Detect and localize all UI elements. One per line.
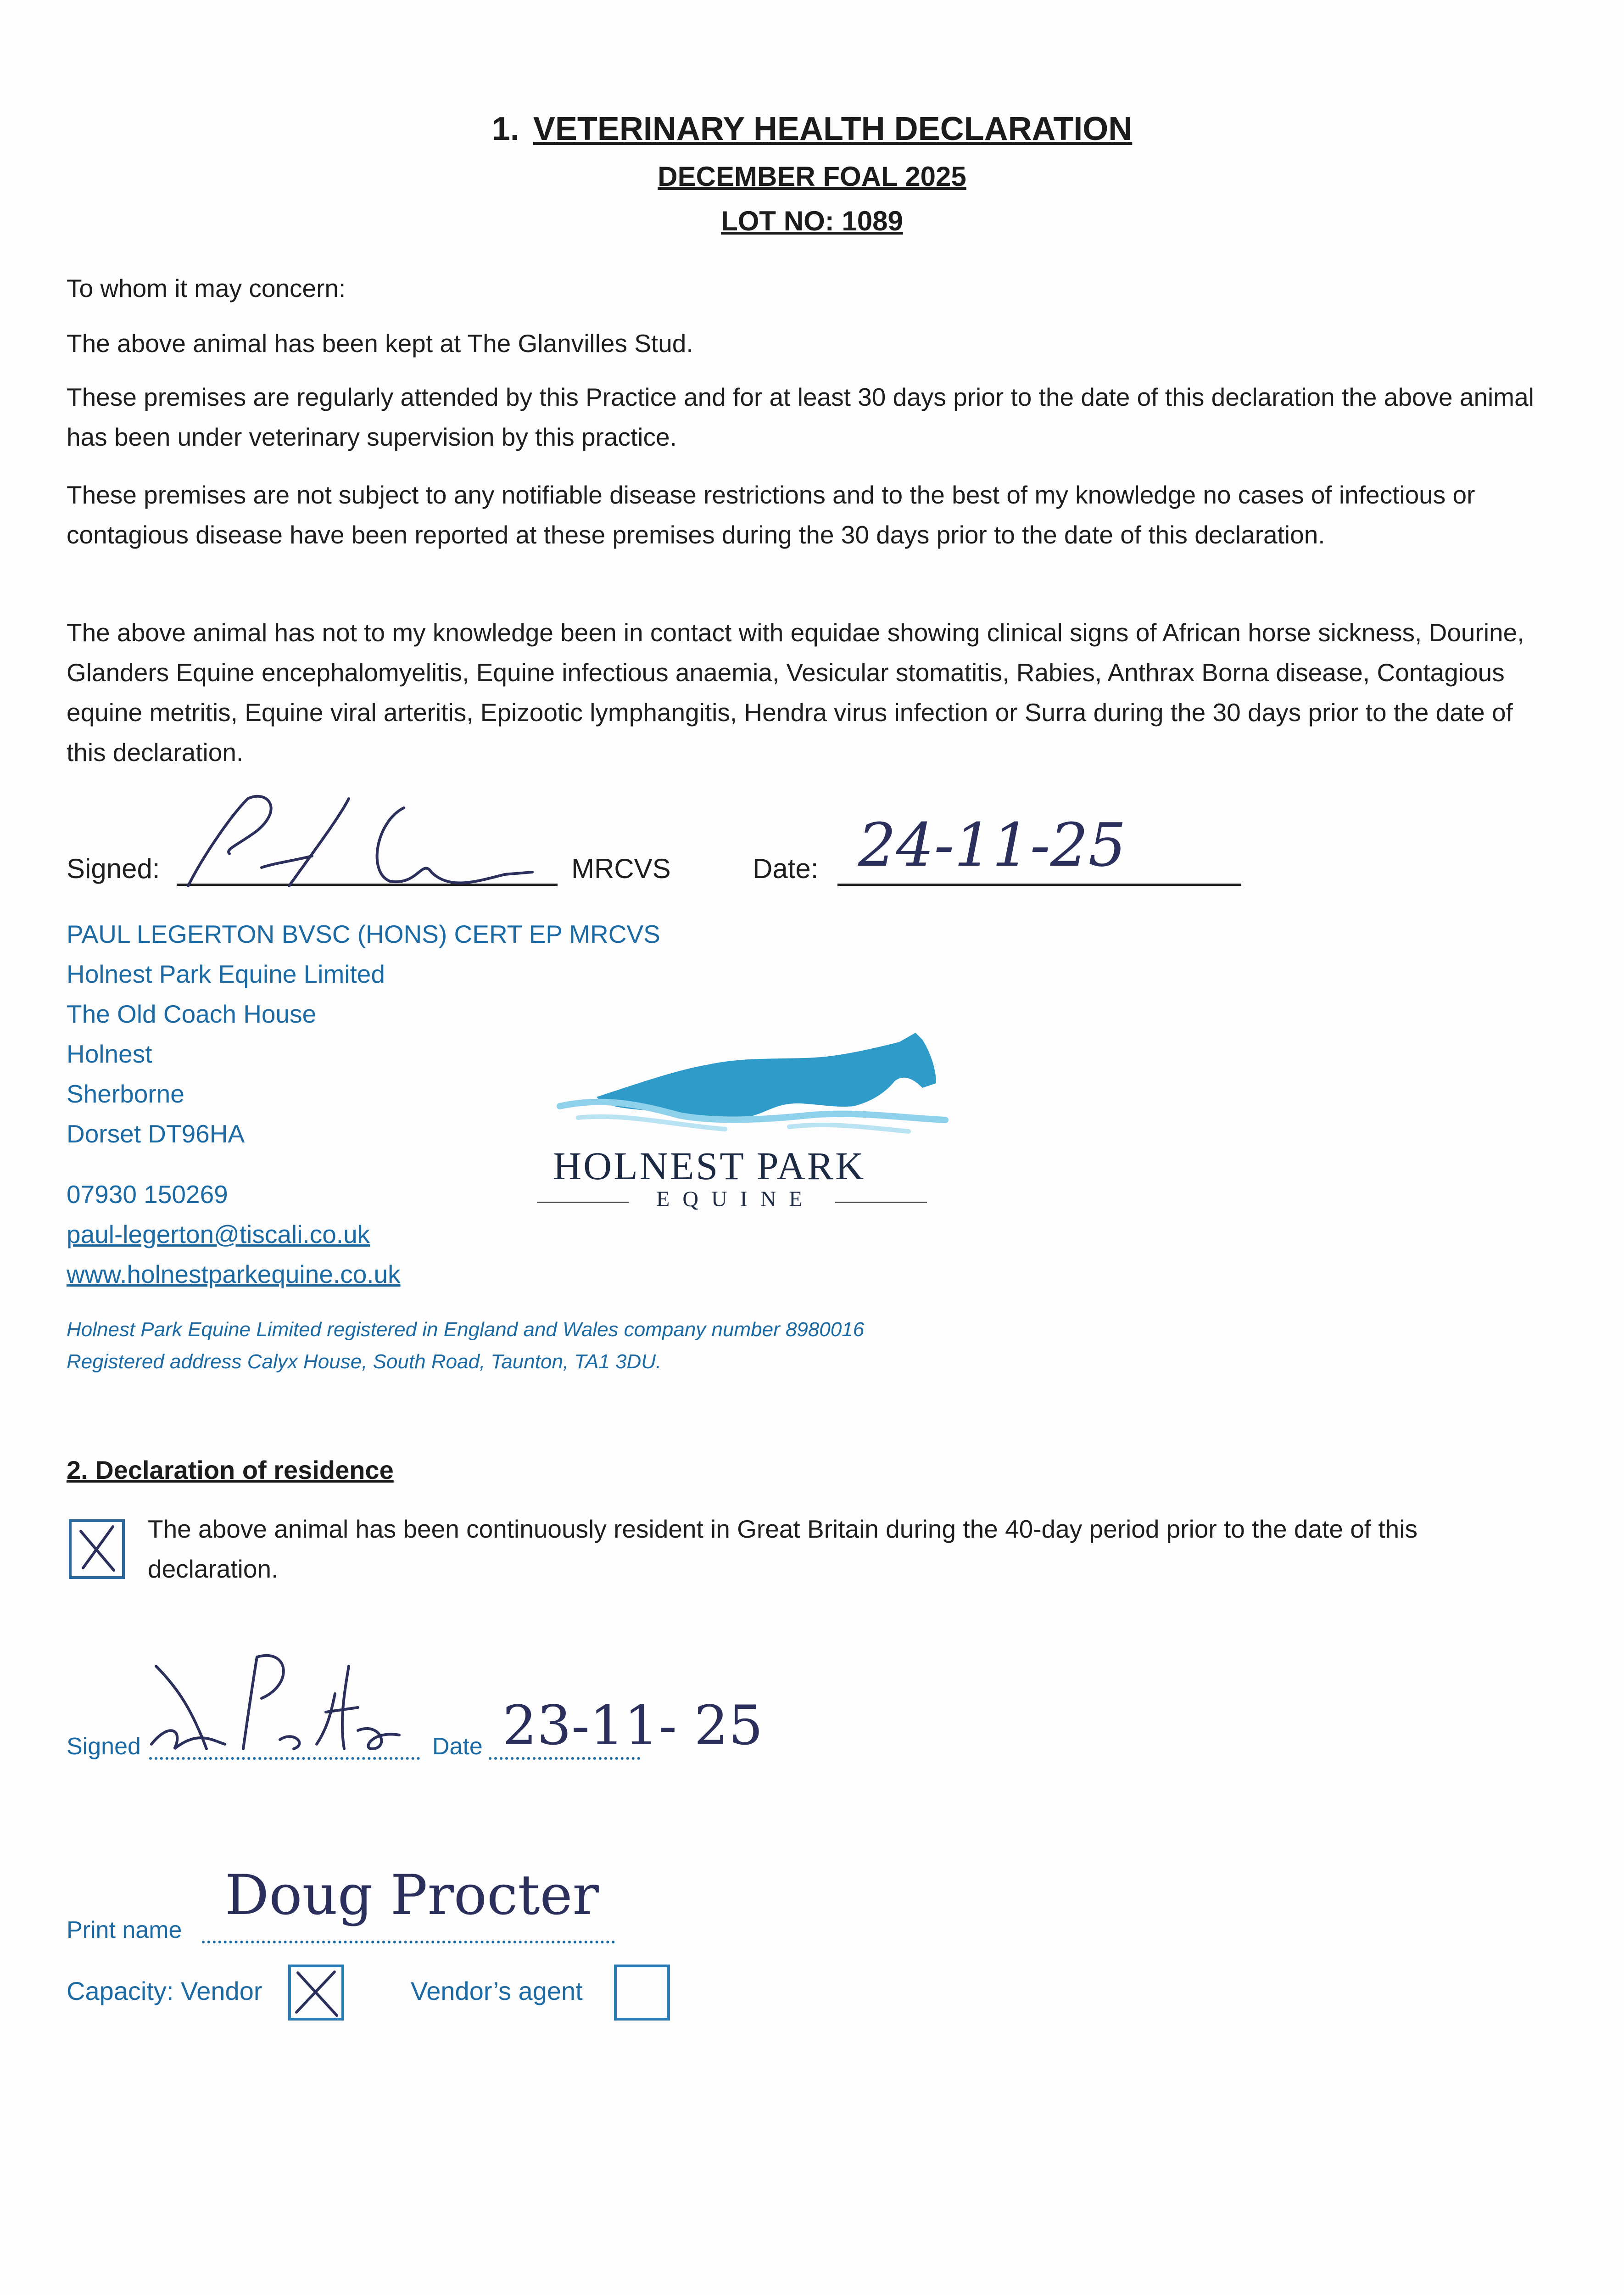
salutation: To whom it may concern:: [67, 274, 346, 302]
horse-icon: [532, 1028, 982, 1138]
residence-date-label: Date: [432, 1733, 483, 1760]
paragraph-kept: The above animal has been kept at The Glanvilles Stud.: [67, 329, 693, 358]
document-subtitle: DECEMBER FOAL 2025: [658, 161, 966, 192]
vet-phone: 07930 150269: [67, 1180, 228, 1209]
print-name-label: Print name: [67, 1917, 182, 1943]
vet-name: PAUL LEGERTON BVSC (HONS) CERT EP MRCVS: [67, 920, 660, 948]
vendors-agent-label: Vendor’s agent: [411, 1976, 583, 2005]
paragraph-premises: These premises are not subject to any notifiable disease restrictions and to the best of my knowledge no cases of infectious or contagious disease have been reported at these premises during the 30 days prior to the date of this declaration.: [67, 481, 1475, 549]
residence-checkbox[interactable]: [69, 1519, 125, 1579]
vet-address-line: Dorset DT96HA: [67, 1120, 245, 1148]
vet-date-label: Date:: [753, 853, 819, 884]
residence-heading: 2. Declaration of residence: [67, 1455, 394, 1484]
capacity-vendor-label: Capacity: Vendor: [67, 1976, 262, 2005]
check-x-icon: [291, 1967, 341, 2018]
residence-signed-label: Signed: [67, 1733, 141, 1760]
registration-info: [67, 1314, 864, 1378]
paragraph-contact: The above animal has not to my knowledge been in contact with equidae showing clinical signs of African horse sickness, Dourine, Glanders Equine encephalomyelitis, Equine infectious anaemia, Vesicular stomatitis, Rabies, Anthrax Borna disease, Contagious equine metritis, Equine viral arteritis, Epizootic lymphangitis, Hendra virus infection or Surra during the 30 days prior to the date of this declaration.: [67, 618, 1524, 767]
vendor-checkbox[interactable]: [288, 1965, 344, 2021]
logo-rule: [537, 1202, 629, 1203]
title-text: VETERINARY HEALTH DECLARATION: [533, 111, 1133, 147]
logo-rule: [835, 1202, 927, 1203]
residence-statement: The above animal has been continuously resident in Great Britain during the 40-day period prior to the date of this declaration.: [148, 1515, 1418, 1583]
paragraph-supervision: These premises are regularly attended by this Practice and for at least 30 days prior to the date of this declaration the above animal has been under veterinary supervision by this practice.: [67, 383, 1534, 451]
vet-signature: [174, 780, 551, 900]
logo-sub: EQUINE: [656, 1187, 815, 1211]
vet-email-link[interactable]: paul-legerton@tiscali.co.uk: [67, 1220, 370, 1248]
vet-signed-label: Signed:: [67, 853, 160, 884]
vet-date-value: 24-11-25: [858, 810, 1127, 880]
residence-date-line: [489, 1757, 640, 1760]
registration-line: Holnest Park Equine Limited registered in England and Wales company number 8980016: [67, 1318, 865, 1341]
print-name-value: Doug Procter: [225, 1864, 599, 1927]
vet-address-line: Holnest: [67, 1040, 152, 1068]
check-x-icon: [72, 1522, 122, 1576]
holnest-park-logo: [532, 1028, 982, 1226]
registration-line: Registered address Calyx House, South Road, Taunton, TA1 3DU.: [67, 1350, 662, 1373]
lot-number: LOT NO: 1089: [721, 206, 903, 236]
vet-date-line: [837, 884, 1241, 886]
vet-company: Holnest Park Equine Limited: [67, 960, 385, 988]
vet-website-link[interactable]: www.holnestparkequine.co.uk: [67, 1260, 401, 1288]
residence-signature: [142, 1639, 427, 1763]
mrcvs-label: MRCVS: [571, 853, 671, 884]
document-title: [0, 110, 1624, 148]
vendors-agent-checkbox[interactable]: [614, 1965, 670, 2021]
logo-name: HOLNEST PARK: [553, 1144, 866, 1188]
print-name-line: [202, 1941, 615, 1943]
section-number: 1.: [491, 111, 519, 147]
vet-address-line: Sherborne: [67, 1080, 184, 1108]
residence-date-value: 23-11- 25: [502, 1694, 763, 1757]
vet-address-line: The Old Coach House: [67, 1000, 317, 1028]
